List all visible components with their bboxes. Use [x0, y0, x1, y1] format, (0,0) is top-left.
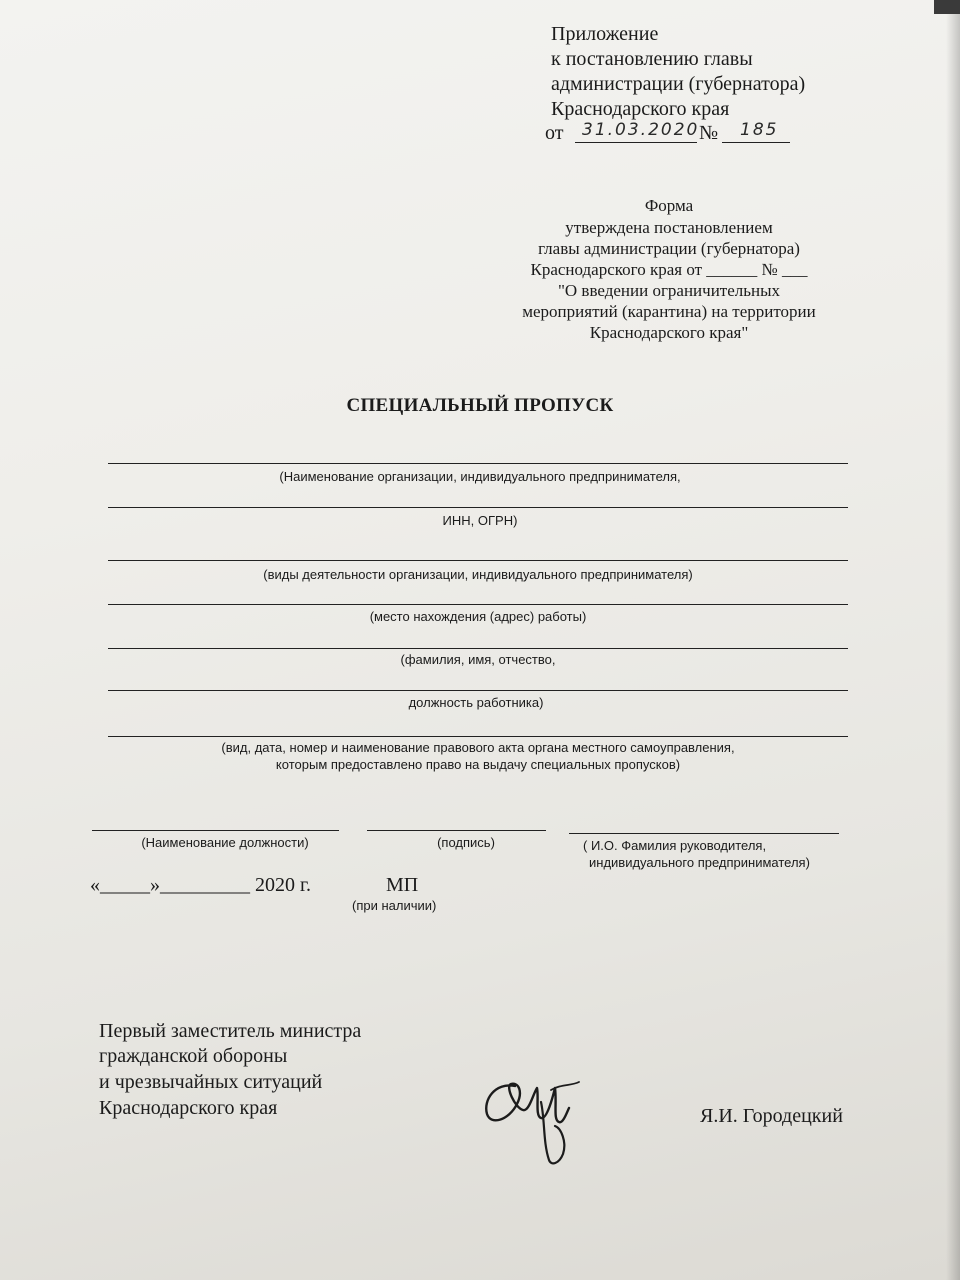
field-line-address [108, 604, 848, 605]
signature-line [367, 830, 546, 831]
manager-name-line [569, 833, 839, 834]
document-title: СПЕЦИАЛЬНЫЙ ПРОПУСК [346, 395, 614, 416]
appendix-line-1: Приложение [551, 23, 659, 45]
field-caption-organization: (Наименование организации, индивидуального предпринимателя, [279, 469, 681, 484]
signature-caption: (подпись) [437, 835, 495, 850]
field-caption-position: должность работника) [408, 695, 544, 710]
stamp-note: (при наличии) [352, 898, 437, 913]
field-caption-legal-act-1: (вид, дата, номер и наименование правового акта органа местного самоуправления, [221, 740, 735, 755]
issue-date-template: «_____»_________ 2020 г. [90, 874, 311, 896]
appendix-number-prefix: № [699, 122, 719, 144]
signatory-title-4: Краснодарского края [99, 1097, 278, 1119]
field-caption-activity: (виды деятельности организации, индивидуального предпринимателя) [263, 567, 693, 582]
number-underline [722, 142, 790, 143]
field-caption-legal-act-2: которым предоставлено право на выдачу специальных пропусков) [275, 757, 681, 772]
position-caption: (Наименование должности) [141, 835, 309, 850]
appendix-date-prefix: от [545, 122, 564, 144]
field-line-legal-act [108, 736, 848, 737]
date-underline [575, 142, 697, 143]
approval-line-6: мероприятий (карантина) на территории [522, 302, 816, 321]
field-line-inn [108, 507, 848, 508]
approval-line-7: Краснодарского края" [589, 323, 749, 342]
manager-name-caption-1: ( И.О. Фамилия руководителя, [583, 838, 767, 853]
appendix-date-value: 31.03.2020 [582, 120, 700, 140]
background-corner [934, 0, 960, 14]
signatory-title-1: Первый заместитель министра [99, 1020, 362, 1042]
signatory-title-3: и чрезвычайных ситуаций [99, 1071, 323, 1093]
approval-line-5: "О введении ограничительных [557, 281, 781, 300]
field-line-name [108, 648, 848, 649]
approval-line-1: Форма [644, 196, 694, 215]
position-line [92, 830, 339, 831]
appendix-number-value: 185 [740, 120, 779, 140]
approval-line-4: Краснодарского края от ______ № ___ [530, 260, 808, 279]
approval-line-3: главы администрации (губернатора) [538, 239, 800, 258]
appendix-line-4: Краснодарского края [551, 98, 730, 120]
handwritten-signature [475, 1068, 595, 1173]
field-line-organization [108, 463, 848, 464]
appendix-line-2: к постановлению главы [551, 48, 753, 70]
field-caption-name: (фамилия, имя, отчество, [400, 652, 556, 667]
field-caption-address: (место нахождения (адрес) работы) [369, 609, 587, 624]
field-line-position [108, 690, 848, 691]
field-caption-inn: ИНН, ОГРН) [442, 513, 518, 528]
manager-name-caption-2: индивидуального предпринимателя) [589, 855, 810, 870]
appendix-line-3: администрации (губернатора) [551, 73, 806, 95]
paper-edge-shadow [946, 0, 960, 1280]
stamp-label: МП [386, 874, 419, 896]
signatory-title-2: гражданской обороны [99, 1045, 288, 1067]
approval-line-2: утверждена постановлением [565, 218, 773, 237]
field-line-activity [108, 560, 848, 561]
signatory-name: Я.И. Городецкий [700, 1105, 843, 1127]
